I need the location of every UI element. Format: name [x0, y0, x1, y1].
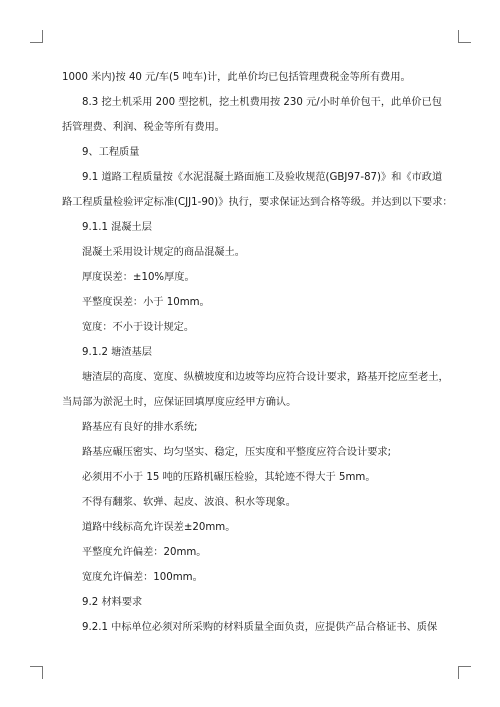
text-line: 8.3 挖土机采用 200 型挖机，挖土机费用按 230 元/小时单价包干，此单价已包 — [82, 97, 442, 108]
text-line: 当局部为淤泥土时，应保证回填厚度应经甲方确认。 — [62, 397, 297, 408]
crop-mark-bottom-left — [30, 666, 43, 679]
section-heading: 9、工程质量 — [82, 147, 140, 158]
crop-mark-top-left — [30, 30, 43, 43]
text-line: 塘渣层的高度、宽度、纵横坡度和边坡等均应符合设计要求，路基开挖应至老土， — [82, 372, 449, 383]
text-line: 路基应有良好的排水系统; — [82, 422, 198, 433]
text-line: 路基应碾压密实、均匀坚实、稳定，压实度和平整度应符合设计要求; — [82, 447, 392, 458]
text-line: 道路中线标高允许误差±20mm。 — [82, 522, 236, 533]
text-line: 必须用不小于 15 吨的压路机碾压检验，其轮迹不得大于 5mm。 — [82, 472, 376, 483]
crop-mark-top-right — [458, 30, 471, 43]
text-line: 宽度：不小于设计规定。 — [82, 322, 195, 333]
text-line: 括管理费、利润、税金等所有费用。 — [62, 122, 225, 133]
subsection-heading: 9.1.2 塘渣基层 — [82, 347, 152, 358]
text-line: 平整度误差：小于 10mm。 — [82, 297, 210, 308]
subsection-heading: 9.1.1 混凝土层 — [82, 222, 152, 233]
text-line: 混凝土采用设计规定的商品混凝土。 — [82, 247, 245, 258]
text-line: 路工程质量检验评定标准(CJJ1-90)》执行，要求保证达到合格等级。并达到以下要求： — [62, 197, 453, 208]
text-line: 1000 米内)按 40 元/车(5 吨车)计，此单价均已包括管理费税金等所有费用。 — [62, 72, 411, 83]
crop-mark-bottom-right — [458, 666, 471, 679]
text-line: 9.2.1 中标单位必须对所采购的材料质量全面负责，应提供产品合格证书、质保 — [82, 622, 438, 633]
section-heading: 9.2 材料要求 — [82, 597, 143, 608]
text-line: 9.1 道路工程质量按《水泥混凝土路面施工及验收规范(GBJ97-87)》和《市政道 — [82, 172, 443, 183]
text-line: 厚度误差：±10%厚度。 — [82, 272, 195, 283]
text-line: 不得有翻浆、软弹、起皮、波浪、积水等现象。 — [82, 497, 296, 508]
text-line: 宽度允许偏差：100mm。 — [82, 572, 203, 583]
text-line: 平整度允许偏差：20mm。 — [82, 547, 207, 558]
